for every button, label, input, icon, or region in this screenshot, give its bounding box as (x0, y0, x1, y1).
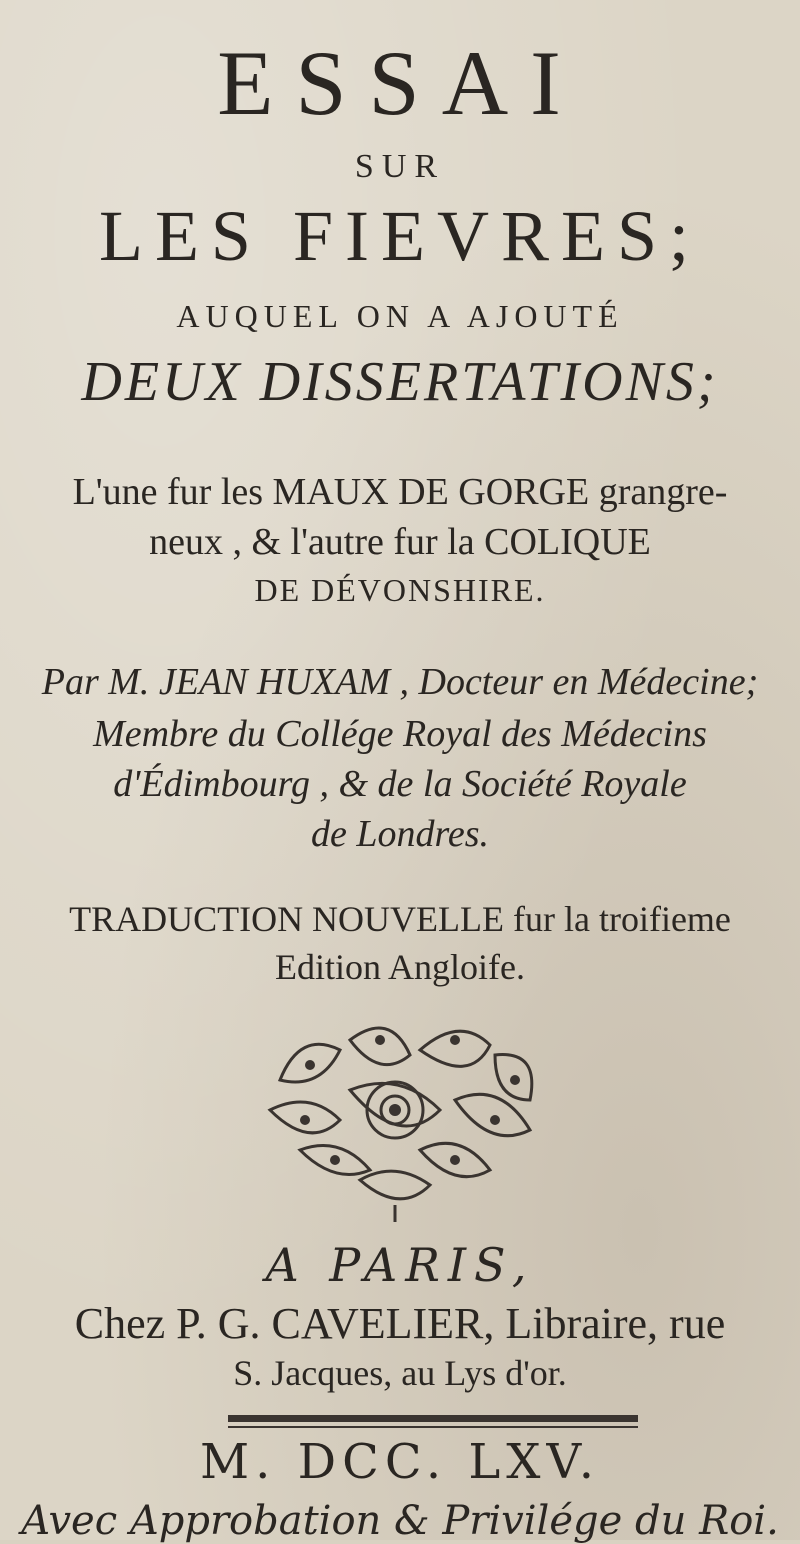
divider-rule-thin (228, 1426, 638, 1428)
floral-ornament-icon (240, 1010, 560, 1225)
subtitle-deux-dissertations: DEUX DISSERTATIONS; (81, 351, 719, 413)
publication-date: M. DCC. LXV. (200, 1434, 600, 1490)
description-line-1: L'une fur les MAUX DE GORGE grangre- (72, 471, 728, 513)
author-line-1: Par M. JEAN HUXAM , Docteur en Médecine; (41, 661, 759, 703)
imprint-line-2: S. Jacques, au Lys d'or. (233, 1353, 567, 1393)
title-fievres: LES FIEVRES; (98, 196, 702, 276)
translation-line-1: TRADUCTION NOUVELLE fur la troifieme (69, 899, 731, 939)
author-line-3: d'Édimbourg , & de la Société Royale (113, 763, 687, 805)
description-line-3: DE DÉVONSHIRE. (254, 572, 546, 608)
imprint-line-1: Chez P. G. CAVELIER, Libraire, rue (74, 1299, 726, 1348)
subtitle-auquel: AUQUEL ON A AJOUTÉ (176, 298, 624, 334)
divider-rule (228, 1415, 638, 1422)
author-line-2: Membre du Collége Royal des Médecins (93, 713, 707, 755)
translation-line-2: Edition Angloife. (275, 947, 525, 987)
author-line-4: de Londres. (310, 813, 490, 855)
description-line-2: neux , & l'autre fur la COLIQUE (149, 521, 651, 563)
title-essai: ESSAI (217, 32, 583, 134)
imprint-place: A PARIS, (265, 1238, 535, 1292)
title-sur: SUR (354, 148, 446, 185)
privilege-line: Avec Approbation & Privilége du Roi. (21, 1498, 779, 1544)
